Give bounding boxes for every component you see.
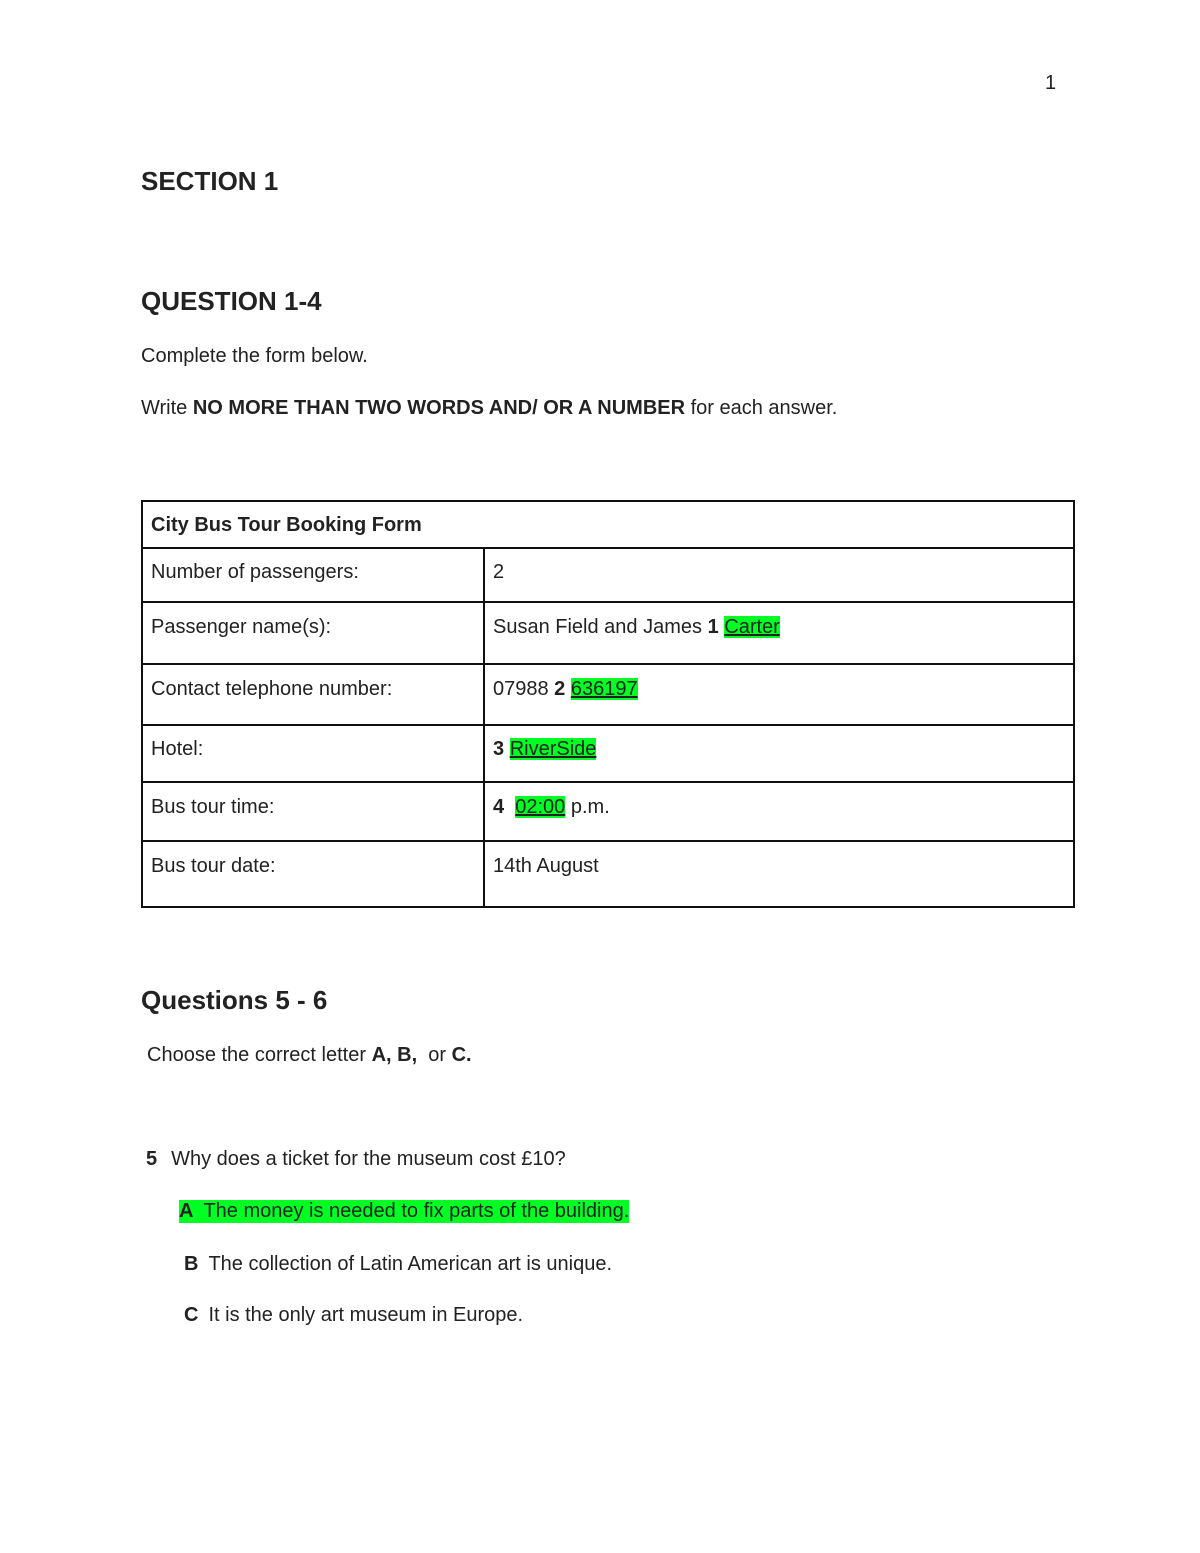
answer-3: RiverSide bbox=[509, 738, 597, 760]
choose-pre: Choose the correct letter bbox=[147, 1044, 372, 1066]
answer-number-2: 2 bbox=[554, 678, 566, 700]
instruction-word-limit-post: for each answer. bbox=[685, 397, 838, 419]
row-value-tour-time bbox=[484, 782, 1074, 841]
instruction-choose-letter bbox=[147, 1044, 472, 1067]
instruction-word-limit-bold: NO MORE THAN TWO WORDS AND/ OR A NUMBER bbox=[192, 397, 686, 419]
option-c-text: It is the only art museum in Europe. bbox=[208, 1304, 524, 1326]
table-row bbox=[142, 602, 1074, 664]
row-label-hotel: Hotel: bbox=[142, 725, 484, 782]
answer-1: Carter bbox=[724, 616, 780, 638]
row-label-names: Passenger name(s): bbox=[142, 602, 484, 664]
row-value-passengers: 2 bbox=[484, 548, 1074, 602]
option-a bbox=[179, 1200, 629, 1223]
question-5-text: Why does a ticket for the museum cost £10? bbox=[171, 1148, 566, 1170]
question-5 bbox=[146, 1148, 566, 1171]
row-value-names bbox=[484, 602, 1074, 664]
table-row bbox=[142, 725, 1074, 782]
telephone-prefix: 07988 bbox=[493, 678, 555, 700]
option-b bbox=[184, 1253, 612, 1276]
table-row bbox=[142, 782, 1074, 841]
answer-number-4: 4 bbox=[493, 796, 505, 818]
booking-form-table bbox=[141, 500, 1075, 908]
option-b-letter: B bbox=[184, 1253, 199, 1275]
option-b-text: The collection of Latin American art is unique. bbox=[208, 1253, 613, 1275]
table-row bbox=[142, 841, 1074, 907]
table-row bbox=[142, 664, 1074, 725]
section-title: SECTION 1 bbox=[141, 166, 279, 196]
page-number: 1 bbox=[1045, 72, 1057, 94]
answer-4: 02:00 bbox=[515, 796, 566, 818]
table-row bbox=[142, 548, 1074, 602]
choose-mid: or bbox=[417, 1044, 452, 1066]
instruction-word-limit-pre: Write bbox=[141, 397, 193, 419]
names-prefix: Susan Field and James bbox=[493, 616, 708, 638]
instruction-word-limit bbox=[141, 397, 837, 420]
row-value-telephone bbox=[484, 664, 1074, 725]
option-c-letter: C bbox=[184, 1304, 199, 1326]
answer-number-3: 3 bbox=[493, 738, 505, 760]
choose-bold-2: C. bbox=[451, 1044, 472, 1066]
row-value-hotel bbox=[484, 725, 1074, 782]
questions-5-6-title: Questions 5 - 6 bbox=[141, 985, 328, 1015]
choose-bold-1: A, B, bbox=[371, 1044, 418, 1066]
question-5-number: 5 bbox=[146, 1148, 158, 1170]
option-a-letter: A bbox=[179, 1200, 194, 1222]
tour-time-suffix: p.m. bbox=[565, 796, 610, 818]
answer-2: 636197 bbox=[570, 678, 638, 700]
row-label-tour-date: Bus tour date: bbox=[142, 841, 484, 907]
form-title-row bbox=[142, 501, 1074, 548]
option-c bbox=[184, 1304, 523, 1327]
row-label-passengers: Number of passengers: bbox=[142, 548, 484, 602]
row-value-tour-date: 14th August bbox=[484, 841, 1074, 907]
question-1-4-title: QUESTION 1-4 bbox=[141, 286, 322, 316]
form-title: City Bus Tour Booking Form bbox=[142, 501, 1074, 548]
row-label-tour-time: Bus tour time: bbox=[142, 782, 484, 841]
answer-number-1: 1 bbox=[707, 616, 719, 638]
option-a-text: The money is needed to fix parts of the building. bbox=[203, 1200, 630, 1222]
row-label-telephone: Contact telephone number: bbox=[142, 664, 484, 725]
instruction-complete-form: Complete the form below. bbox=[141, 345, 368, 367]
